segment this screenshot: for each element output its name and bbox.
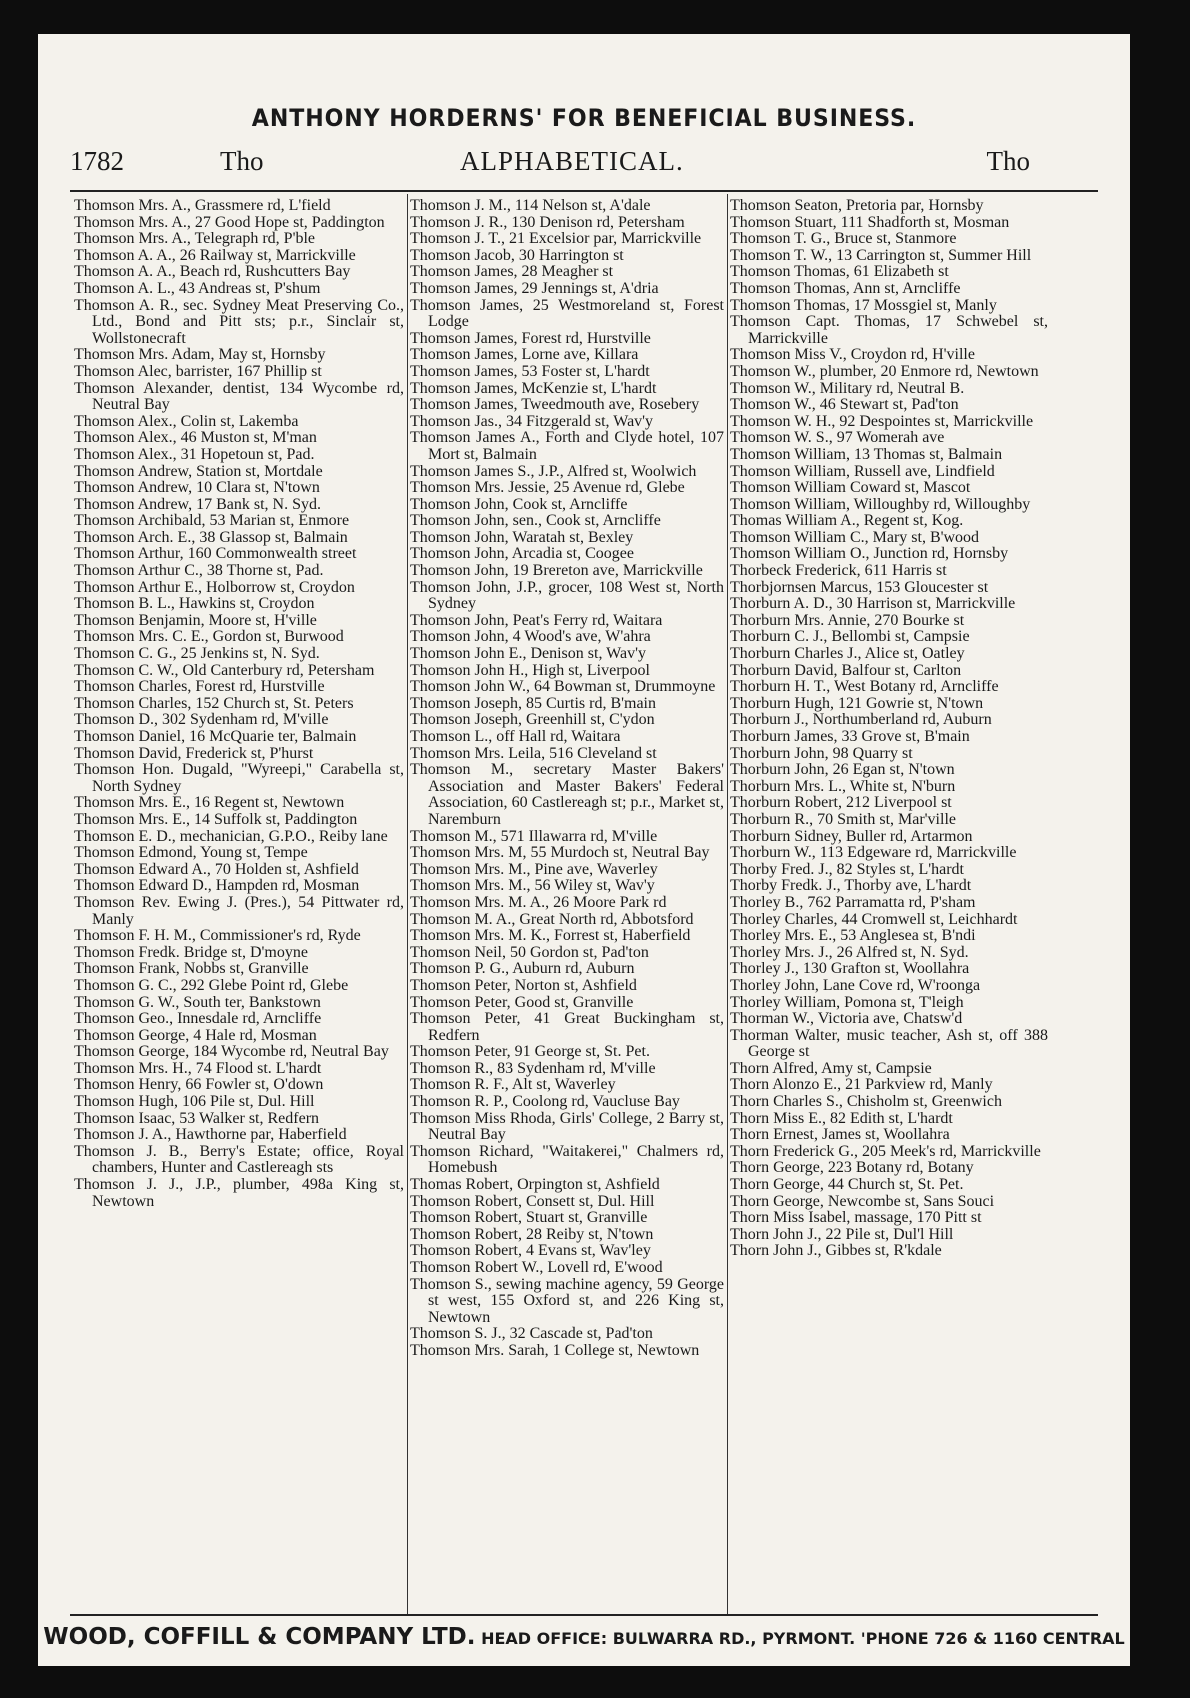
directory-entry: Thomson B. L., Hawkins st, Croydon (74, 595, 315, 613)
directory-entry: Thorn Ernest, James st, Woollahra (730, 1126, 950, 1144)
directory-entry: Thomson Mrs. M, 55 Murdoch st, Neutral Bay (410, 844, 710, 862)
directory-entry: Thomson A. R., sec. Sydney Meat Preserving Co., Ltd., Bond and Pitt sts; p.r., Sinclair st, Wollstonecraft (74, 296, 404, 347)
directory-entry: Thorley J., 130 Grafton st, Woollahra (730, 960, 970, 978)
directory-entry: Thomson Capt. Thomas, 17 Schwebel st, Marrickville (730, 313, 1048, 347)
directory-entry: Thomson George, 184 Wycombe rd, Neutral Bay (74, 1043, 389, 1061)
directory-entry: Thorby Fred. J., 82 Styles st, L'hardt (730, 860, 964, 878)
directory-entry: Thomson Mrs. A., Grassmere rd, L'field (74, 198, 331, 214)
directory-entry: Thomson Isaac, 53 Walker st, Redfern (74, 1109, 320, 1127)
directory-entry: Thomson Peter, Good st, Granville (410, 993, 634, 1011)
directory-entry: Thomson T. W., 13 Carrington st, Summer Hill (730, 246, 1032, 264)
directory-entry: Thorley William, Pomona st, T'leigh (730, 993, 964, 1011)
directory-entry: Thomson John, Peat's Ferry rd, Waitara (410, 611, 663, 629)
directory-entry: Thomson Robert, 28 Reiby st, N'town (410, 1225, 654, 1243)
directory-entry: Thomson Rev. Ewing J. (Pres.), 54 Pittwater rd, Manly (74, 893, 404, 928)
directory-entry: Thomson C. G., 25 Jenkins st, N. Syd. (74, 645, 320, 663)
directory-entry: Thomson Mrs. M. K., Forrest st, Haberfield (410, 927, 691, 945)
directory-entry: Thomson G. W., South ter, Bankstown (74, 993, 321, 1011)
directory-entry: Thomson W., 46 Stewart st, Pad'ton (730, 396, 959, 414)
directory-entry: Thomson Jacob, 30 Harrington st (410, 246, 624, 264)
directory-entry: Thomson James S., J.P., Alfred st, Woolwich (410, 462, 697, 480)
directory-entry: Thomson James, 53 Foster st, L'hardt (410, 362, 650, 380)
directory-entry: Thomson Peter, 41 Great Buckingham st, Redfern (410, 1010, 724, 1044)
directory-entry: Thomson S. J., 32 Cascade st, Pad'ton (410, 1325, 653, 1343)
directory-entry: Thorley Charles, 44 Cromwell st, Leichhardt (730, 910, 1018, 928)
directory-entry: Thomson R. F., Alt st, Waverley (410, 1076, 616, 1094)
directory-entry: Thomson Alexander, dentist, 134 Wycombe rd, Neutral Bay (74, 379, 404, 414)
directory-entry: Thomson Peter, 91 George st, St. Pet. (410, 1043, 650, 1061)
directory-entry: Thomson Joseph, 85 Curtis rd, B'main (410, 694, 656, 712)
directory-entry: Thorn Alonzo E., 21 Parkview rd, Manly (730, 1076, 993, 1094)
directory-entry: Thomson A. A., 26 Railway st, Marrickville (74, 246, 356, 264)
column-divider (407, 194, 408, 1614)
directory-entry: Thomson Charles, 152 Church st, St. Peters (74, 694, 354, 712)
directory-entry: Thorn Frederick G., 205 Meek's rd, Marrickville (730, 1142, 1041, 1160)
directory-entry: Thomson John, sen., Cook st, Arncliffe (410, 512, 661, 530)
directory-entry: Thomson Jas., 34 Fitzgerald st, Wav'y (410, 412, 654, 430)
directory-page (38, 34, 1130, 1666)
directory-entry: Thomson William, Willoughby rd, Willoughby (730, 495, 1031, 513)
directory-entry: Thorburn Robert, 212 Liverpool st (730, 794, 952, 812)
directory-entry: Thomson John, Waratah st, Bexley (410, 528, 634, 546)
directory-entry: Thorn George, 44 Church st, St. Pet. (730, 1176, 964, 1194)
directory-entry: Thomson David, Frederick st, P'hurst (74, 744, 314, 762)
directory-entry: Thomson James, 28 Meagher st (410, 263, 614, 281)
directory-entry: Thomson James, 29 Jennings st, A'dria (410, 279, 659, 297)
page-number: 1782 (70, 146, 124, 176)
directory-entry: Thomson Alex., Colin st, Lakemba (74, 412, 299, 430)
directory-entry: Thomson George, 4 Hale rd, Mosman (74, 1026, 317, 1044)
directory-entry: Thomas William A., Regent st, Kog. (730, 512, 964, 530)
directory-entry: Thomson Robert W., Lovell rd, E'wood (410, 1259, 663, 1276)
directory-entry: Thomson Mrs. Adam, May st, Hornsby (74, 346, 326, 364)
directory-entry: Thomson M., 571 Illawarra rd, M'ville (410, 827, 658, 845)
directory-entry: Thomson Hon. Dugald, "Wyreepi," Carabella st, North Sydney (74, 761, 404, 795)
directory-entry: Thomson T. G., Bruce st, Stanmore (730, 230, 957, 248)
directory-entry: Thorburn W., 113 Edgeware rd, Marrickville (730, 844, 1017, 862)
directory-entry: Thomson J. T., 21 Excelsior par, Marrickville (410, 230, 702, 248)
column-2 (410, 198, 724, 1598)
directory-entry: Thomson Edward A., 70 Holden st, Ashfield (74, 860, 359, 878)
directory-entry: Thorn Miss Isabel, massage, 170 Pitt st (730, 1209, 982, 1227)
directory-entry: Thomson Mrs. M., 56 Wiley st, Wav'y (410, 877, 655, 895)
directory-entry: Thomson M. A., Great North rd, Abbotsford (410, 910, 694, 928)
directory-entry: Thomson Mrs. E., 14 Suffolk st, Paddington (74, 810, 358, 828)
directory-entry: Thomson G. C., 292 Glebe Point rd, Glebe (74, 976, 349, 994)
directory-entry: Thorby Fredk. J., Thorby ave, L'hardt (730, 877, 972, 895)
directory-entry: Thorburn David, Balfour st, Carlton (730, 661, 962, 679)
directory-entry: Thomson Robert, 4 Evans st, Wav'ley (410, 1242, 651, 1260)
directory-entry: Thomson W. H., 92 Despointes st, Marrickville (730, 412, 1034, 430)
directory-entry: Thomson Benjamin, Moore st, H'ville (74, 611, 317, 629)
column-1 (74, 198, 404, 1598)
directory-entry: Thomson James, Tweedmouth ave, Rosebery (410, 396, 700, 414)
directory-entry: Thomson Alec, barrister, 167 Phillip st (74, 362, 322, 380)
directory-entry: Thorburn Sidney, Buller rd, Artarmon (730, 827, 973, 845)
directory-entry: Thorburn Mrs. Annie, 270 Bourke st (730, 611, 965, 629)
directory-entry: Thorburn R., 70 Smith st, Mar'ville (730, 810, 956, 828)
directory-entry: Thomson Charles, Forest rd, Hurstville (74, 678, 325, 696)
directory-entry: Thorburn Charles J., Alice st, Oatley (730, 645, 965, 663)
directory-entry: Thomson S., sewing machine agency, 59 George st west, 155 Oxford st, and 226 King st, Newtown (410, 1275, 724, 1326)
directory-entry: Thomson Edmond, Young st, Tempe (74, 844, 308, 862)
directory-entry: Thomson Arthur C., 38 Thorne st, Pad. (74, 562, 324, 580)
directory-entry: Thorn George, 223 Botany rd, Botany (730, 1159, 974, 1177)
directory-entry: Thomson L., off Hall rd, Waitara (410, 728, 621, 745)
directory-entry: Thomson J. R., 130 Denison rd, Petersham (410, 213, 685, 231)
directory-entry: Thomson Thomas, 17 Mossgiel st, Manly (730, 296, 997, 314)
directory-entry: Thomson William, Russell ave, Lindfield (730, 462, 995, 480)
directory-entry: Thorley John, Lane Cove rd, W'roonga (730, 976, 981, 994)
column-divider (727, 194, 728, 1614)
directory-entry: Thomson Arthur E., Holborrow st, Croydon (74, 578, 355, 596)
directory-entry: Thomson Geo., Innesdale rd, Arncliffe (74, 1010, 322, 1028)
directory-entry: Thorburn A. D., 30 Harrison st, Marrickville (730, 595, 1016, 613)
directory-entry: Thomson A. L., 43 Andreas st, P'shum (74, 279, 321, 297)
advert-head-office: HEAD OFFICE: BULWARRA RD., PYRMONT. 'PHONE 726 & 1160 CENTRAL (475, 1629, 1125, 1648)
directory-entry: Thomson W. S., 97 Womerah ave (730, 429, 945, 447)
column-3 (730, 198, 1048, 1598)
directory-entry: Thomson William O., Junction rd, Hornsby (730, 545, 1009, 563)
directory-entry: Thorburn James, 33 Grove st, B'main (730, 728, 970, 745)
directory-entry: Thomson W., plumber, 20 Enmore rd, Newtown (730, 362, 1039, 380)
directory-entry: Thomson Thomas, 61 Elizabeth st (730, 263, 949, 281)
directory-entry: Thomson Robert, Stuart st, Granville (410, 1209, 648, 1227)
directory-entry: Thomson Arthur, 160 Commonwealth street (74, 545, 357, 563)
directory-entry: Thomson J. A., Hawthorne par, Haberfield (74, 1126, 347, 1144)
right-guide-word: Tho (986, 146, 1030, 176)
directory-entry: Thomson John E., Denison st, Wav'y (410, 645, 646, 663)
directory-entry: Thomson M., secretary Master Bakers' Association and Master Bakers' Federal Association, 60 Castlereagh st; p.r., Market st, Naremburn (410, 761, 724, 828)
directory-entry: Thomson Mrs. Jessie, 25 Avenue rd, Glebe (410, 479, 685, 497)
directory-entry: Thomson Mrs. Leila, 516 Cleveland st (410, 744, 657, 762)
directory-entry: Thorbjornsen Marcus, 153 Gloucester st (730, 578, 989, 596)
directory-entry: Thomson John H., High st, Liverpool (410, 661, 650, 679)
directory-entry: Thorn Charles S., Chisholm st, Greenwich (730, 1093, 1002, 1111)
directory-entry: Thorn Alfred, Amy st, Campsie (730, 1059, 932, 1077)
directory-entry: Thomson Fredk. Bridge st, D'moyne (74, 943, 308, 961)
directory-entry: Thorn George, Newcombe st, Sans Souci (730, 1192, 995, 1210)
directory-entry: Thomson Mrs. Sarah, 1 College st, Newtown (410, 1341, 700, 1359)
directory-entry: Thomson Mrs. E., 16 Regent st, Newtown (74, 794, 345, 812)
directory-entry: Thorburn H. T., West Botany rd, Arncliffe (730, 678, 999, 696)
directory-entry: Thomson E. D., mechanician, G.P.O., Reiby lane (74, 827, 388, 845)
directory-entry: Thomson R. P., Coolong rd, Vaucluse Bay (410, 1093, 680, 1111)
bottom-advert-banner (38, 1624, 1130, 1650)
directory-entry: Thomson Mrs. C. E., Gordon st, Burwood (74, 628, 344, 646)
directory-entry: Thomson Alex., 31 Hopetoun st, Pad. (74, 445, 315, 463)
directory-entry: Thomson Daniel, 16 McQuarie ter, Balmain (74, 728, 357, 745)
directory-entry: Thomson J. M., 114 Nelson st, A'dale (410, 198, 651, 214)
directory-entry: Thomson Miss V., Croydon rd, H'ville (730, 346, 975, 364)
directory-entry: Thomson Edward D., Hampden rd, Mosman (74, 877, 360, 895)
directory-entry: Thomson John, 19 Brereton ave, Marrickville (410, 562, 703, 580)
directory-entry: Thomas Robert, Orpington st, Ashfield (410, 1176, 660, 1194)
directory-entry: Thomson James, Forest rd, Hurstville (410, 329, 651, 347)
directory-entry: Thorman Walter, music teacher, Ash st, off 388 George st (730, 1026, 1048, 1061)
directory-entry: Thomson Andrew, 17 Bank st, N. Syd. (74, 495, 321, 513)
directory-entry: Thomson P. G., Auburn rd, Auburn (410, 960, 635, 978)
directory-entry: Thorman W., Victoria ave, Chatsw'd (730, 1010, 963, 1028)
directory-entry: Thorburn Mrs. L., White st, N'burn (730, 777, 956, 795)
directory-entry: Thorburn John, 26 Egan st, N'town (730, 761, 955, 779)
directory-entry: Thomson William, 13 Thomas st, Balmain (730, 445, 1003, 463)
directory-entry: Thorburn J., Northumberland rd, Auburn (730, 711, 992, 729)
directory-entry: Thomson Seaton, Pretoria par, Hornsby (730, 198, 984, 214)
directory-entry: Thomson Mrs. H., 74 Flood st. L'hardt (74, 1059, 322, 1077)
advert-company-name: WOOD, COFFILL & COMPANY LTD. (43, 1624, 476, 1650)
directory-entry: Thomson William Coward st, Mascot (730, 479, 971, 497)
directory-entry: Thomson Joseph, Greenhill st, C'ydon (410, 711, 655, 729)
directory-entry: Thomson Mrs. M. A., 26 Moore Park rd (410, 893, 667, 911)
directory-entry: Thomson William C., Mary st, B'wood (730, 528, 980, 546)
directory-entry: Thorley Mrs. J., 26 Alfred st, N. Syd. (730, 943, 969, 961)
directory-entry: Thomson W., Military rd, Neutral B. (730, 379, 965, 397)
directory-entry: Thomson Stuart, 111 Shadforth st, Mosman (730, 213, 1010, 231)
directory-entry: Thomson D., 302 Sydenham rd, M'ville (74, 711, 329, 729)
top-advert-banner: ANTHONY HORDERNS' FOR BENEFICIAL BUSINESS. (251, 104, 917, 132)
directory-entry: Thomson Arch. E., 38 Glassop st, Balmain (74, 528, 348, 546)
directory-entry: Thomson Archibald, 53 Marian st, Enmore (74, 512, 350, 530)
left-guide-word: Tho (220, 146, 264, 176)
directory-entry: Thomson Mrs. M., Pine ave, Waverley (410, 860, 658, 878)
directory-entry: Thomson Mrs. A., 27 Good Hope st, Paddington (74, 213, 385, 231)
directory-entry: Thomson Andrew, Station st, Mortdale (74, 462, 323, 480)
directory-entry: Thomson Neil, 50 Gordon st, Pad'ton (410, 943, 649, 961)
directory-entry: Thorn John J., Gibbes st, R'kdale (730, 1242, 942, 1260)
directory-entry: Thomson Peter, Norton st, Ashfield (410, 976, 637, 994)
directory-entry: Thomson Richard, "Waitakerei," Chalmers rd, Homebush (410, 1142, 724, 1177)
directory-entry: Thorley Mrs. E., 53 Anglesea st, B'ndi (730, 927, 976, 945)
page-header (70, 146, 1090, 186)
directory-entry: Thomson Mrs. A., Telegraph rd, P'ble (74, 230, 315, 248)
directory-entry: Thomson John, J.P., grocer, 108 West st, North Sydney (410, 578, 724, 613)
directory-entry: Thomson Alex., 46 Muston st, M'man (74, 429, 317, 447)
directory-entry: Thomson Robert, Consett st, Dul. Hill (410, 1192, 655, 1210)
directory-entry: Thomson R., 83 Sydenham rd, M'ville (410, 1059, 656, 1077)
directory-entry: Thorburn John, 98 Quarry st (730, 744, 913, 762)
directory-entry: Thomson C. W., Old Canterbury rd, Petersham (74, 661, 375, 679)
directory-entry: Thomson John W., 64 Bowman st, Drummoyne (410, 678, 716, 696)
directory-entry: Thomson Miss Rhoda, Girls' College, 2 Barry st, Neutral Bay (410, 1109, 724, 1144)
directory-entry: Thomson Frank, Nobbs st, Granville (74, 960, 309, 978)
directory-entry: Thorburn C. J., Bellombi st, Campsie (730, 628, 970, 646)
directory-entry: Thomson James, Lorne ave, Killara (410, 346, 639, 364)
directory-entry: Thomson Andrew, 10 Clara st, N'town (74, 479, 320, 497)
directory-entry: Thomson John, Cook st, Arncliffe (410, 495, 628, 513)
directory-entry: Thomson Hugh, 106 Pile st, Dul. Hill (74, 1093, 315, 1111)
header-rule (70, 190, 1098, 192)
directory-entry: Thomson A. A., Beach rd, Rushcutters Bay (74, 263, 351, 281)
directory-entry: Thomson James, 25 Westmoreland st, Forest Lodge (410, 296, 724, 331)
directory-entry: Thorley B., 762 Parramatta rd, P'sham (730, 893, 976, 911)
directory-entry: Thorn John J., 22 Pile st, Dul'l Hill (730, 1225, 954, 1243)
directory-entry: Thomson F. H. M., Commissioner's rd, Ryde (74, 927, 361, 945)
directory-entry: Thomson Thomas, Ann st, Arncliffe (730, 279, 961, 297)
directory-entry: Thomson James, McKenzie st, L'hardt (410, 379, 657, 397)
directory-entry: Thomson James A., Forth and Clyde hotel, 107 Mort st, Balmain (410, 429, 724, 463)
directory-entry: Thorbeck Frederick, 611 Harris st (730, 562, 947, 580)
directory-entry: Thorburn Hugh, 121 Gowrie st, N'town (730, 694, 984, 712)
directory-entry: Thomson Henry, 66 Fowler st, O'down (74, 1076, 324, 1094)
directory-entry: Thorn Miss E., 82 Edith st, L'hardt (730, 1109, 953, 1127)
directory-entry: Thomson J. J., J.P., plumber, 498a King st, Newtown (74, 1176, 404, 1210)
section-title: ALPHABETICAL. (460, 146, 684, 176)
directory-entry: Thomson John, Arcadia st, Coogee (410, 545, 634, 563)
directory-entry: Thomson J. B., Berry's Estate; office, Royal chambers, Hunter and Castlereagh sts (74, 1142, 404, 1177)
directory-entry: Thomson John, 4 Wood's ave, W'ahra (410, 628, 651, 646)
footer-rule (70, 1614, 1098, 1616)
